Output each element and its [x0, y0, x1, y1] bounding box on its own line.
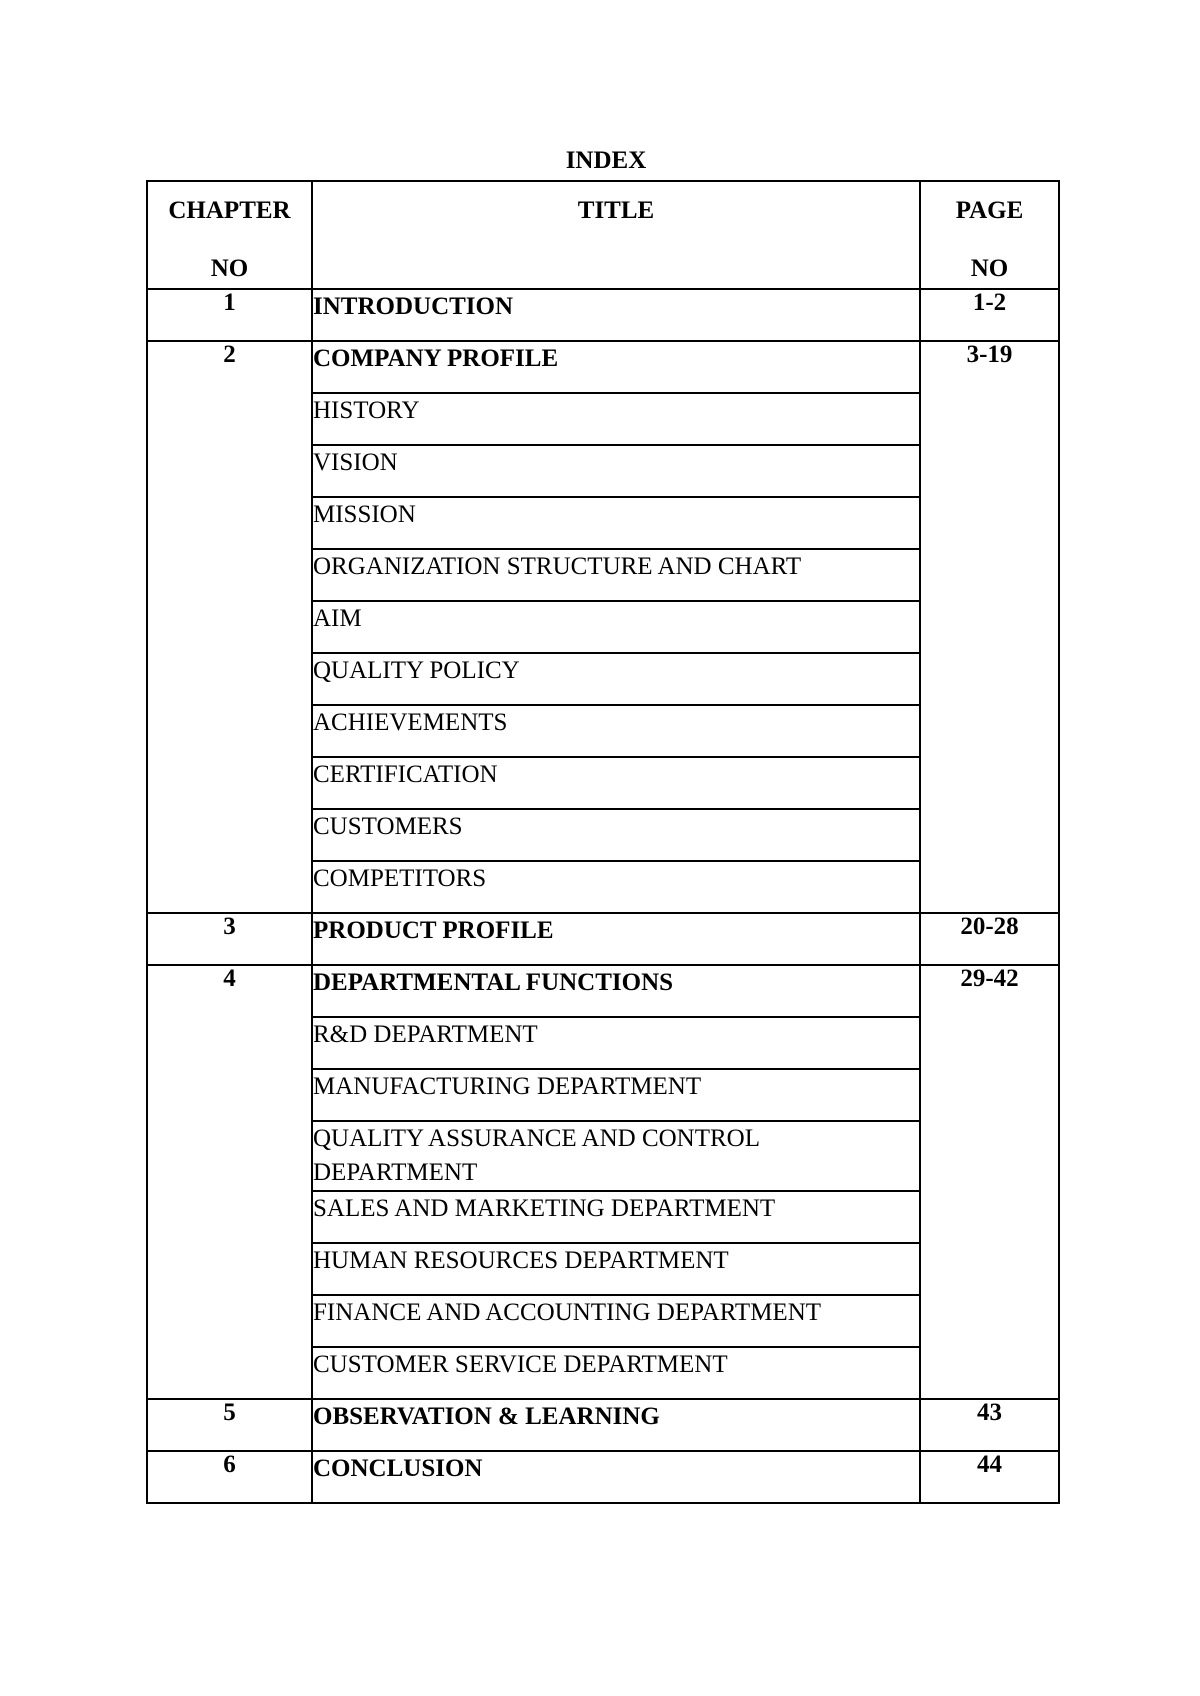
chapter-title: PRODUCT PROFILE [312, 913, 920, 965]
chapter-number: 1 [147, 289, 312, 341]
chapter-header-line1: CHAPTER [168, 197, 291, 224]
chapter-page-range: 29-42 [920, 965, 1059, 1399]
section-title: SALES AND MARKETING DEPARTMENT [312, 1191, 920, 1243]
table-header-row [147, 181, 1059, 289]
chapter-page-range: 43 [920, 1399, 1059, 1451]
index-body [147, 289, 1059, 1503]
section-title: FINANCE AND ACCOUNTING DEPARTMENT [312, 1295, 920, 1347]
chapter-title: INTRODUCTION [312, 289, 920, 341]
chapter-title: OBSERVATION & LEARNING [312, 1399, 920, 1451]
chapter-number: 3 [147, 913, 312, 965]
chapter-number: 4 [147, 965, 312, 1399]
section-title: COMPETITORS [312, 861, 920, 913]
chapter-title: CONCLUSION [312, 1451, 920, 1503]
chapter-no-header [147, 181, 312, 289]
section-title: QUALITY POLICY [312, 653, 920, 705]
section-title: MANUFACTURING DEPARTMENT [312, 1069, 920, 1121]
page-title: INDEX [565, 147, 647, 174]
chapter-row [147, 1399, 1059, 1451]
chapter-header-line2: NO [210, 255, 249, 282]
chapter-number: 2 [147, 341, 312, 913]
chapter-page-range: 44 [920, 1451, 1059, 1503]
section-title: CUSTOMER SERVICE DEPARTMENT [312, 1347, 920, 1399]
chapter-row [147, 289, 1059, 341]
chapter-row [147, 965, 1059, 1017]
title-header [312, 181, 920, 289]
page-header-line2: NO [970, 255, 1009, 282]
section-title: MISSION [312, 497, 920, 549]
chapter-title: COMPANY PROFILE [312, 341, 920, 393]
chapter-row [147, 341, 1059, 393]
chapter-page-range: 1-2 [920, 289, 1059, 341]
chapter-page-range: 20-28 [920, 913, 1059, 965]
chapter-number: 6 [147, 1451, 312, 1503]
section-title: CUSTOMERS [312, 809, 920, 861]
section-title: AIM [312, 601, 920, 653]
section-title: R&D DEPARTMENT [312, 1017, 920, 1069]
section-title: HUMAN RESOURCES DEPARTMENT [312, 1243, 920, 1295]
section-title: ACHIEVEMENTS [312, 705, 920, 757]
chapter-row [147, 1451, 1059, 1503]
title-header-label: TITLE [577, 197, 655, 224]
index-table [146, 180, 1060, 1504]
section-title: QUALITY ASSURANCE AND CONTROL DEPARTMENT [312, 1121, 920, 1191]
chapter-page-range: 3-19 [920, 341, 1059, 913]
chapter-title: DEPARTMENTAL FUNCTIONS [312, 965, 920, 1017]
chapter-row [147, 913, 1059, 965]
section-title: CERTIFICATION [312, 757, 920, 809]
section-title: ORGANIZATION STRUCTURE AND CHART [312, 549, 920, 601]
chapter-number: 5 [147, 1399, 312, 1451]
section-title: HISTORY [312, 393, 920, 445]
page-header-line1: PAGE [955, 197, 1024, 224]
page-no-header [920, 181, 1059, 289]
section-title: VISION [312, 445, 920, 497]
